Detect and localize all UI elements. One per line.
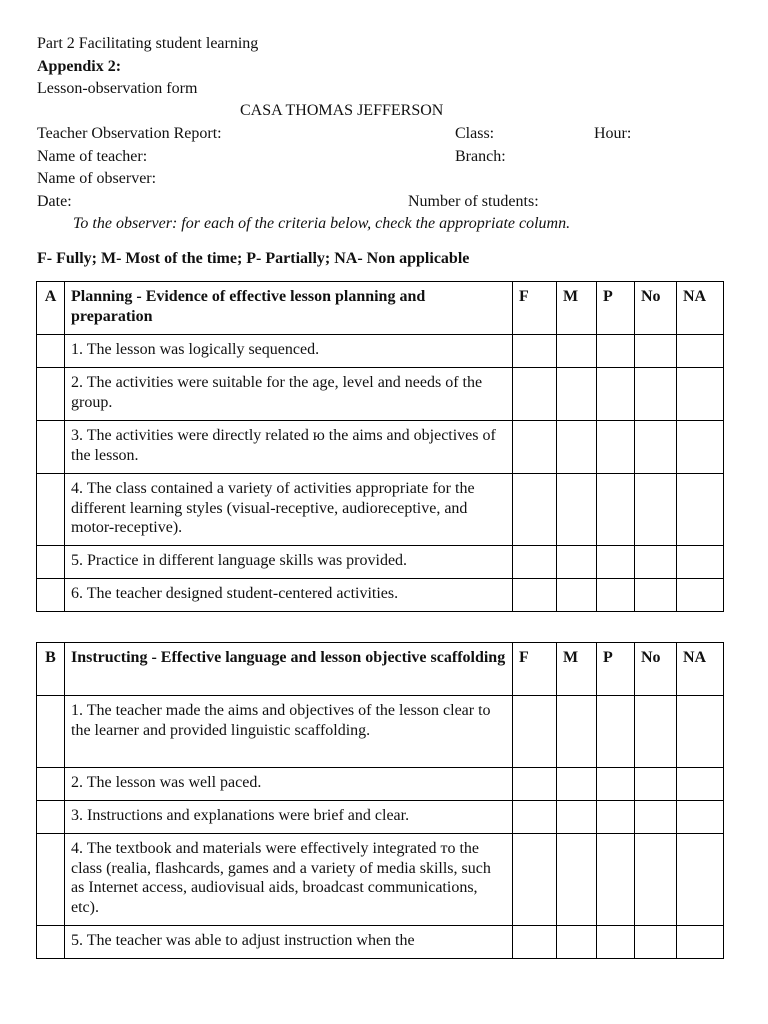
- check-cell-f[interactable]: [513, 335, 557, 368]
- column-header-m: M: [557, 282, 597, 335]
- check-cell-f[interactable]: [513, 768, 557, 801]
- row-number-cell: [37, 421, 65, 474]
- section-letter: B: [37, 643, 65, 696]
- check-cell-na[interactable]: [677, 474, 724, 546]
- criterion-text: 6. The teacher designed student-centered activities.: [65, 579, 513, 612]
- row-number-cell: [37, 801, 65, 834]
- observer-instruction: To the observer: for each of the criteria below, check the appropriate column.: [73, 215, 571, 232]
- school-name: CASA THOMAS JEFFERSON: [240, 102, 444, 119]
- check-cell-m[interactable]: [557, 768, 597, 801]
- check-cell-na[interactable]: [677, 546, 724, 579]
- check-cell-na[interactable]: [677, 696, 724, 768]
- criterion-text: 1. The teacher made the aims and objectives of the lesson clear to the learner and provided linguistic scaffolding.: [65, 696, 513, 768]
- criterion-text: 4. The class contained a variety of activities appropriate for the different learning styles (visual-receptive, audioreceptive, and motor-receptive).: [65, 474, 513, 546]
- row-number-cell: [37, 696, 65, 768]
- row-number-cell: [37, 368, 65, 421]
- section-b-header-row: [37, 643, 724, 696]
- section-a-header-row: [37, 282, 724, 335]
- check-cell-p[interactable]: [597, 926, 635, 959]
- check-cell-no[interactable]: [635, 335, 677, 368]
- table-row: [37, 768, 724, 801]
- table-row: [37, 696, 724, 768]
- check-cell-p[interactable]: [597, 696, 635, 768]
- teacher-label: Name of teacher:: [37, 148, 148, 165]
- criterion-text: 3. The activities were directly related ю the aims and objectives of the lesson.: [65, 421, 513, 474]
- table-row: [37, 834, 724, 926]
- criterion-text: 4. The textbook and materials were effectively integrated тo the class (realia, flashcards, games and a variety of media skills, such as Internet access, audiovisual aids, broadcast communications, etc).: [65, 834, 513, 926]
- table-row: [37, 474, 724, 546]
- column-header-na: NA: [677, 282, 724, 335]
- check-cell-m[interactable]: [557, 579, 597, 612]
- check-cell-m[interactable]: [557, 335, 597, 368]
- check-cell-no[interactable]: [635, 801, 677, 834]
- check-cell-m[interactable]: [557, 546, 597, 579]
- check-cell-na[interactable]: [677, 335, 724, 368]
- criterion-text: 1. The lesson was logically sequenced.: [65, 335, 513, 368]
- hour-label: Hour:: [594, 125, 632, 142]
- class-label: Class:: [455, 125, 495, 142]
- check-cell-no[interactable]: [635, 834, 677, 926]
- criterion-text: 5. The teacher was able to adjust instruction when the: [65, 926, 513, 959]
- check-cell-p[interactable]: [597, 546, 635, 579]
- check-cell-na[interactable]: [677, 768, 724, 801]
- criterion-text: 2. The lesson was well paced.: [65, 768, 513, 801]
- row-number-cell: [37, 834, 65, 926]
- rating-legend: F- Fully; M- Most of the time; P- Partially; NA- Non applicable: [37, 250, 470, 267]
- row-number-cell: [37, 546, 65, 579]
- check-cell-p[interactable]: [597, 801, 635, 834]
- section-a-table: [36, 281, 724, 612]
- check-cell-m[interactable]: [557, 834, 597, 926]
- check-cell-no[interactable]: [635, 546, 677, 579]
- column-header-no: No: [635, 282, 677, 335]
- check-cell-no[interactable]: [635, 926, 677, 959]
- check-cell-na[interactable]: [677, 834, 724, 926]
- check-cell-no[interactable]: [635, 421, 677, 474]
- check-cell-m[interactable]: [557, 421, 597, 474]
- form-name: Lesson-observation form: [37, 80, 198, 97]
- check-cell-p[interactable]: [597, 768, 635, 801]
- column-header-f: F: [513, 282, 557, 335]
- check-cell-p[interactable]: [597, 834, 635, 926]
- row-number-cell: [37, 926, 65, 959]
- check-cell-m[interactable]: [557, 474, 597, 546]
- appendix-heading: Appendix 2:: [37, 58, 122, 75]
- criterion-text: 5. Practice in different language skills was provided.: [65, 546, 513, 579]
- section-letter: A: [37, 282, 65, 335]
- check-cell-na[interactable]: [677, 926, 724, 959]
- check-cell-f[interactable]: [513, 421, 557, 474]
- check-cell-no[interactable]: [635, 768, 677, 801]
- check-cell-f[interactable]: [513, 474, 557, 546]
- table-row: [37, 368, 724, 421]
- check-cell-m[interactable]: [557, 368, 597, 421]
- check-cell-p[interactable]: [597, 335, 635, 368]
- check-cell-na[interactable]: [677, 579, 724, 612]
- criterion-text: 3. Instructions and explanations were brief and clear.: [65, 801, 513, 834]
- check-cell-no[interactable]: [635, 696, 677, 768]
- check-cell-no[interactable]: [635, 368, 677, 421]
- check-cell-m[interactable]: [557, 926, 597, 959]
- check-cell-na[interactable]: [677, 801, 724, 834]
- column-header-na: NA: [677, 643, 724, 696]
- check-cell-f[interactable]: [513, 834, 557, 926]
- column-header-p: P: [597, 282, 635, 335]
- table-row: [37, 926, 724, 959]
- table-row: [37, 801, 724, 834]
- section-title: Instructing - Effective language and lesson objective scaffolding: [65, 643, 513, 696]
- date-label: Date:: [37, 193, 72, 210]
- check-cell-f[interactable]: [513, 696, 557, 768]
- section-b-table: [36, 642, 724, 959]
- check-cell-p[interactable]: [597, 421, 635, 474]
- column-header-f: F: [513, 643, 557, 696]
- criterion-text: 2. The activities were suitable for the age, level and needs of the group.: [65, 368, 513, 421]
- check-cell-f[interactable]: [513, 926, 557, 959]
- check-cell-m[interactable]: [557, 696, 597, 768]
- check-cell-na[interactable]: [677, 421, 724, 474]
- students-label: Number of students:: [408, 193, 539, 210]
- column-header-p: P: [597, 643, 635, 696]
- row-number-cell: [37, 474, 65, 546]
- row-number-cell: [37, 579, 65, 612]
- section-title: Planning - Evidence of effective lesson planning and preparation: [65, 282, 513, 335]
- check-cell-f[interactable]: [513, 801, 557, 834]
- part-heading: Part 2 Facilitating student learning: [37, 35, 259, 52]
- check-cell-no[interactable]: [635, 474, 677, 546]
- check-cell-f[interactable]: [513, 368, 557, 421]
- check-cell-p[interactable]: [597, 474, 635, 546]
- table-row: [37, 421, 724, 474]
- table-row: [37, 546, 724, 579]
- branch-label: Branch:: [455, 148, 506, 165]
- table-row: [37, 579, 724, 612]
- check-cell-f[interactable]: [513, 579, 557, 612]
- report-label: Teacher Observation Report:: [37, 125, 222, 142]
- check-cell-no[interactable]: [635, 579, 677, 612]
- check-cell-p[interactable]: [597, 579, 635, 612]
- row-number-cell: [37, 335, 65, 368]
- row-number-cell: [37, 768, 65, 801]
- column-header-m: M: [557, 643, 597, 696]
- check-cell-na[interactable]: [677, 368, 724, 421]
- check-cell-m[interactable]: [557, 801, 597, 834]
- observer-label: Name of observer:: [37, 170, 157, 187]
- check-cell-p[interactable]: [597, 368, 635, 421]
- table-row: [37, 335, 724, 368]
- check-cell-f[interactable]: [513, 546, 557, 579]
- column-header-no: No: [635, 643, 677, 696]
